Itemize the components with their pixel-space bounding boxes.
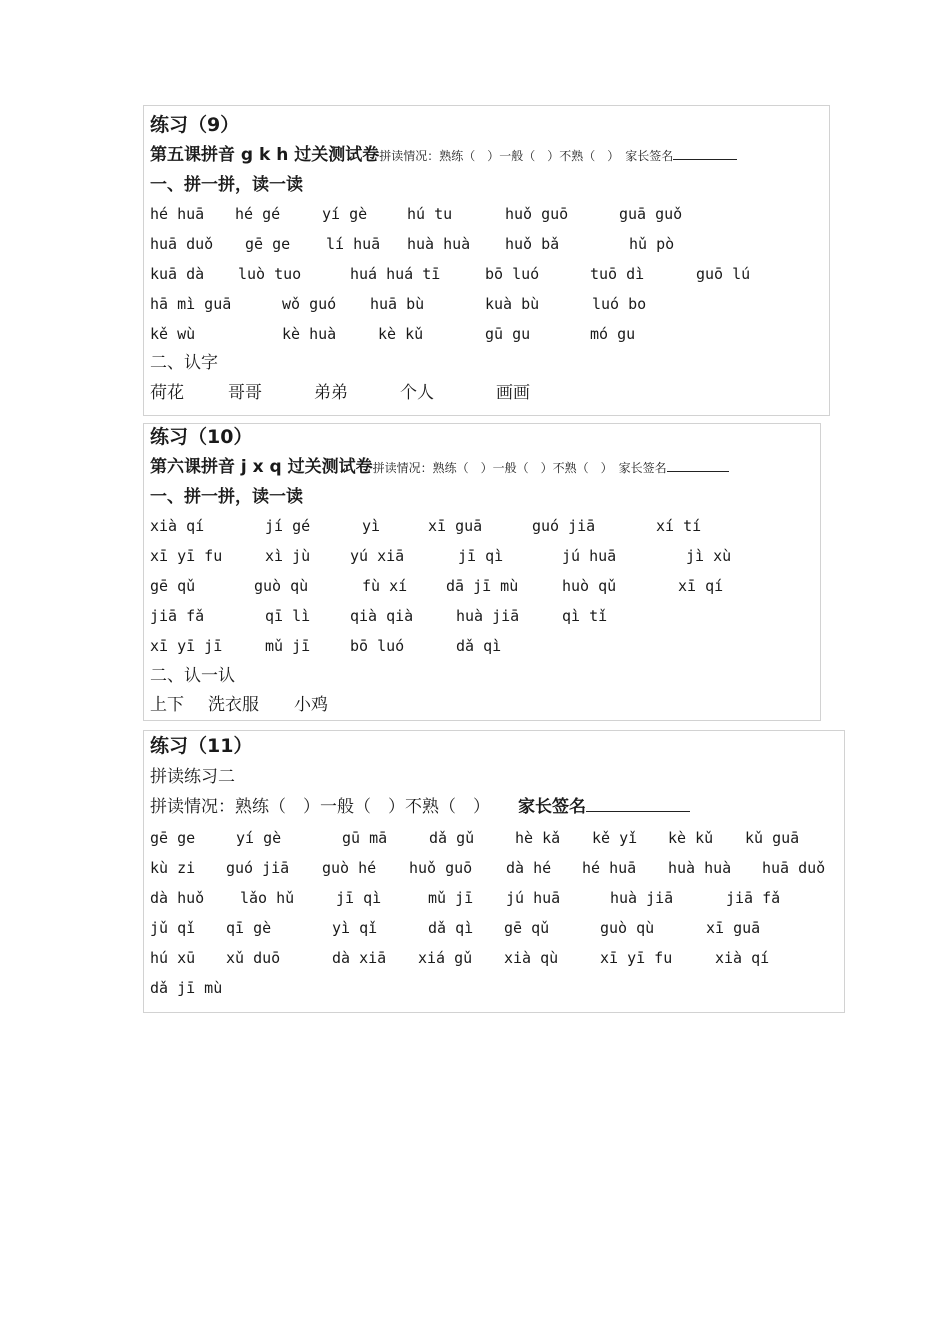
pinyin-word: xī yī fu (600, 949, 673, 967)
pinyin-word: guó jiā (226, 859, 290, 877)
pinyin-word: dā jī mù (446, 577, 519, 595)
pinyin-word: gē qǔ (504, 919, 550, 937)
pinyin-word: xí tí (656, 517, 702, 535)
character-word: 荷花 (150, 383, 184, 403)
pinyin-word: hè kǎ (515, 829, 561, 847)
pinyin-word: gū gu (485, 325, 531, 343)
pinyin-word: bō luó (350, 637, 405, 655)
exercise-title: 练习（9） (150, 114, 240, 136)
pinyin-word: jī qì (458, 547, 504, 565)
pinyin-word: huò qǔ (562, 577, 617, 595)
pinyin-word: xī guā (428, 517, 483, 535)
lesson-title: 第五课拼音 g k h 过关测试卷 (150, 145, 380, 165)
pinyin-word: jī qì (336, 889, 382, 907)
pinyin-word: hú xū (150, 949, 196, 967)
pinyin-word: lí huā (326, 235, 381, 253)
pinyin-word: hé huā (150, 205, 205, 223)
pinyin-word: huà jiā (456, 607, 520, 625)
character-word: 弟弟 (314, 383, 348, 403)
pinyin-word: xī guā (706, 919, 761, 937)
pinyin-word: huà jiā (610, 889, 674, 907)
pinyin-word: xī yī fu (150, 547, 223, 565)
pinyin-word: jú huā (562, 547, 617, 565)
pinyin-word: kù zi (150, 859, 196, 877)
pinyin-word: jiā fǎ (726, 889, 781, 907)
pinyin-word: yí gè (236, 829, 282, 847)
pinyin-word: huǒ guō (505, 205, 569, 223)
section-heading: 一、拼一拼，读一读 (150, 175, 303, 195)
pinyin-word: hé gé (235, 205, 281, 223)
section-heading: 二、认字 (150, 353, 218, 373)
pinyin-word: kǔ guā (745, 829, 800, 847)
pinyin-word: xià qí (150, 517, 205, 535)
pinyin-word: mǔ jī (428, 889, 474, 907)
lesson-title: 第六课拼音 j x q 过关测试卷 (150, 457, 373, 477)
pinyin-word: xià qí (715, 949, 770, 967)
pinyin-word: jiā fǎ (150, 607, 205, 625)
signature-line[interactable] (586, 811, 690, 812)
pinyin-word: qī lì (265, 607, 311, 625)
pinyin-word: guò hé (322, 859, 377, 877)
reading-status: 拼读情况：熟练（ ）一般（ ）不熟（ ） 家长签名 (379, 149, 674, 163)
character-word: 哥哥 (228, 383, 262, 403)
character-word: 小鸡 (294, 695, 328, 715)
pinyin-word: guō lú (696, 265, 751, 283)
pinyin-word: gū mā (342, 829, 388, 847)
pinyin-word: dǎ qì (428, 919, 474, 937)
pinyin-word: dà huǒ (150, 889, 205, 907)
pinyin-word: luò tuo (238, 265, 302, 283)
pinyin-word: xià qù (504, 949, 559, 967)
reading-status: 拼读情况：熟练（ ）一般（ ）不熟（ ） (150, 797, 490, 817)
character-word: 洗衣服 (208, 695, 259, 715)
pinyin-word: huà huà (668, 859, 732, 877)
character-word: 画画 (496, 383, 530, 403)
character-word: 上下 (150, 695, 184, 715)
pinyin-word: mǔ jī (265, 637, 311, 655)
pinyin-word: luó bo (592, 295, 647, 313)
pinyin-word: gē qǔ (150, 577, 196, 595)
pinyin-word: gē ge (150, 829, 196, 847)
pinyin-word: qī gè (226, 919, 272, 937)
pinyin-word: hǔ pò (629, 235, 675, 253)
pinyin-word: fù xí (362, 577, 408, 595)
pinyin-word: guó jiā (532, 517, 596, 535)
pinyin-word: yí gè (322, 205, 368, 223)
pinyin-word: hé huā (582, 859, 637, 877)
pinyin-word: xī yī jī (150, 637, 223, 655)
reading-status: 拼读情况：熟练（ ）一般（ ）不熟（ ） 家长签名 (372, 461, 667, 475)
pinyin-word: jú huā (506, 889, 561, 907)
pinyin-word: huǒ guō (409, 859, 473, 877)
pinyin-word: mó gu (590, 325, 636, 343)
section-heading: 二、认一认 (150, 666, 235, 686)
lesson-header (150, 147, 737, 164)
pinyin-word: bō luó (485, 265, 540, 283)
reading-status-line (150, 799, 690, 816)
pinyin-word: dà hé (506, 859, 552, 877)
pinyin-word: xǔ duō (226, 949, 281, 967)
pinyin-word: tuō dì (590, 265, 645, 283)
pinyin-word: yì (362, 517, 381, 535)
section-heading: 一、拼一拼，读一读 (150, 487, 303, 507)
lesson-header (150, 459, 729, 476)
pinyin-word: guò qù (254, 577, 309, 595)
pinyin-word: hú tu (407, 205, 453, 223)
pinyin-word: huǒ bǎ (505, 235, 560, 253)
character-word: 个人 (400, 383, 434, 403)
exercise-title: 练习（10） (150, 426, 253, 448)
pinyin-word: lǎo hǔ (240, 889, 295, 907)
pinyin-word: xī qí (678, 577, 724, 595)
signature-line[interactable] (667, 471, 729, 472)
pinyin-word: yì qǐ (332, 919, 378, 937)
pinyin-word: qì tǐ (562, 607, 608, 625)
pinyin-word: wǒ guó (282, 295, 337, 313)
pinyin-word: jì xù (686, 547, 732, 565)
pinyin-word: kuà bù (485, 295, 540, 313)
pinyin-word: kè huà (282, 325, 337, 343)
pinyin-word: xì jù (265, 547, 311, 565)
signature-line[interactable] (673, 159, 737, 160)
pinyin-word: dǎ jī mù (150, 979, 223, 997)
pinyin-word: kě wù (150, 325, 196, 343)
pinyin-word: huā duǒ (762, 859, 826, 877)
pinyin-word: huā duǒ (150, 235, 214, 253)
pinyin-word: jí gé (265, 517, 311, 535)
pinyin-word: kè kǔ (378, 325, 424, 343)
signature-label: 家长签名 (518, 797, 586, 817)
pinyin-word: kè kǔ (668, 829, 714, 847)
pinyin-word: huá huá tī (350, 265, 441, 283)
exercise-9-card (143, 105, 830, 416)
exercise-10-card (143, 423, 821, 721)
pinyin-word: dǎ qì (456, 637, 502, 655)
exercise-title: 练习（11） (150, 735, 253, 757)
pinyin-word: xiá gǔ (418, 949, 473, 967)
pinyin-word: jǔ qǐ (150, 919, 196, 937)
pinyin-word: gē ge (245, 235, 291, 253)
pinyin-word: hā mì guā (150, 295, 232, 313)
pinyin-word: huā bù (370, 295, 425, 313)
pinyin-word: yú xiā (350, 547, 405, 565)
exercise-11-card (143, 730, 845, 1013)
pinyin-word: kuā dà (150, 265, 205, 283)
pinyin-word: guā guǒ (619, 205, 683, 223)
pinyin-word: dà xiā (332, 949, 387, 967)
pinyin-word: huà huà (407, 235, 471, 253)
pinyin-word: guò qù (600, 919, 655, 937)
pinyin-word: dǎ gǔ (429, 829, 475, 847)
pinyin-word: kě yǐ (592, 829, 638, 847)
pinyin-word: qià qià (350, 607, 414, 625)
exercise-subtitle: 拼读练习二 (150, 767, 235, 787)
